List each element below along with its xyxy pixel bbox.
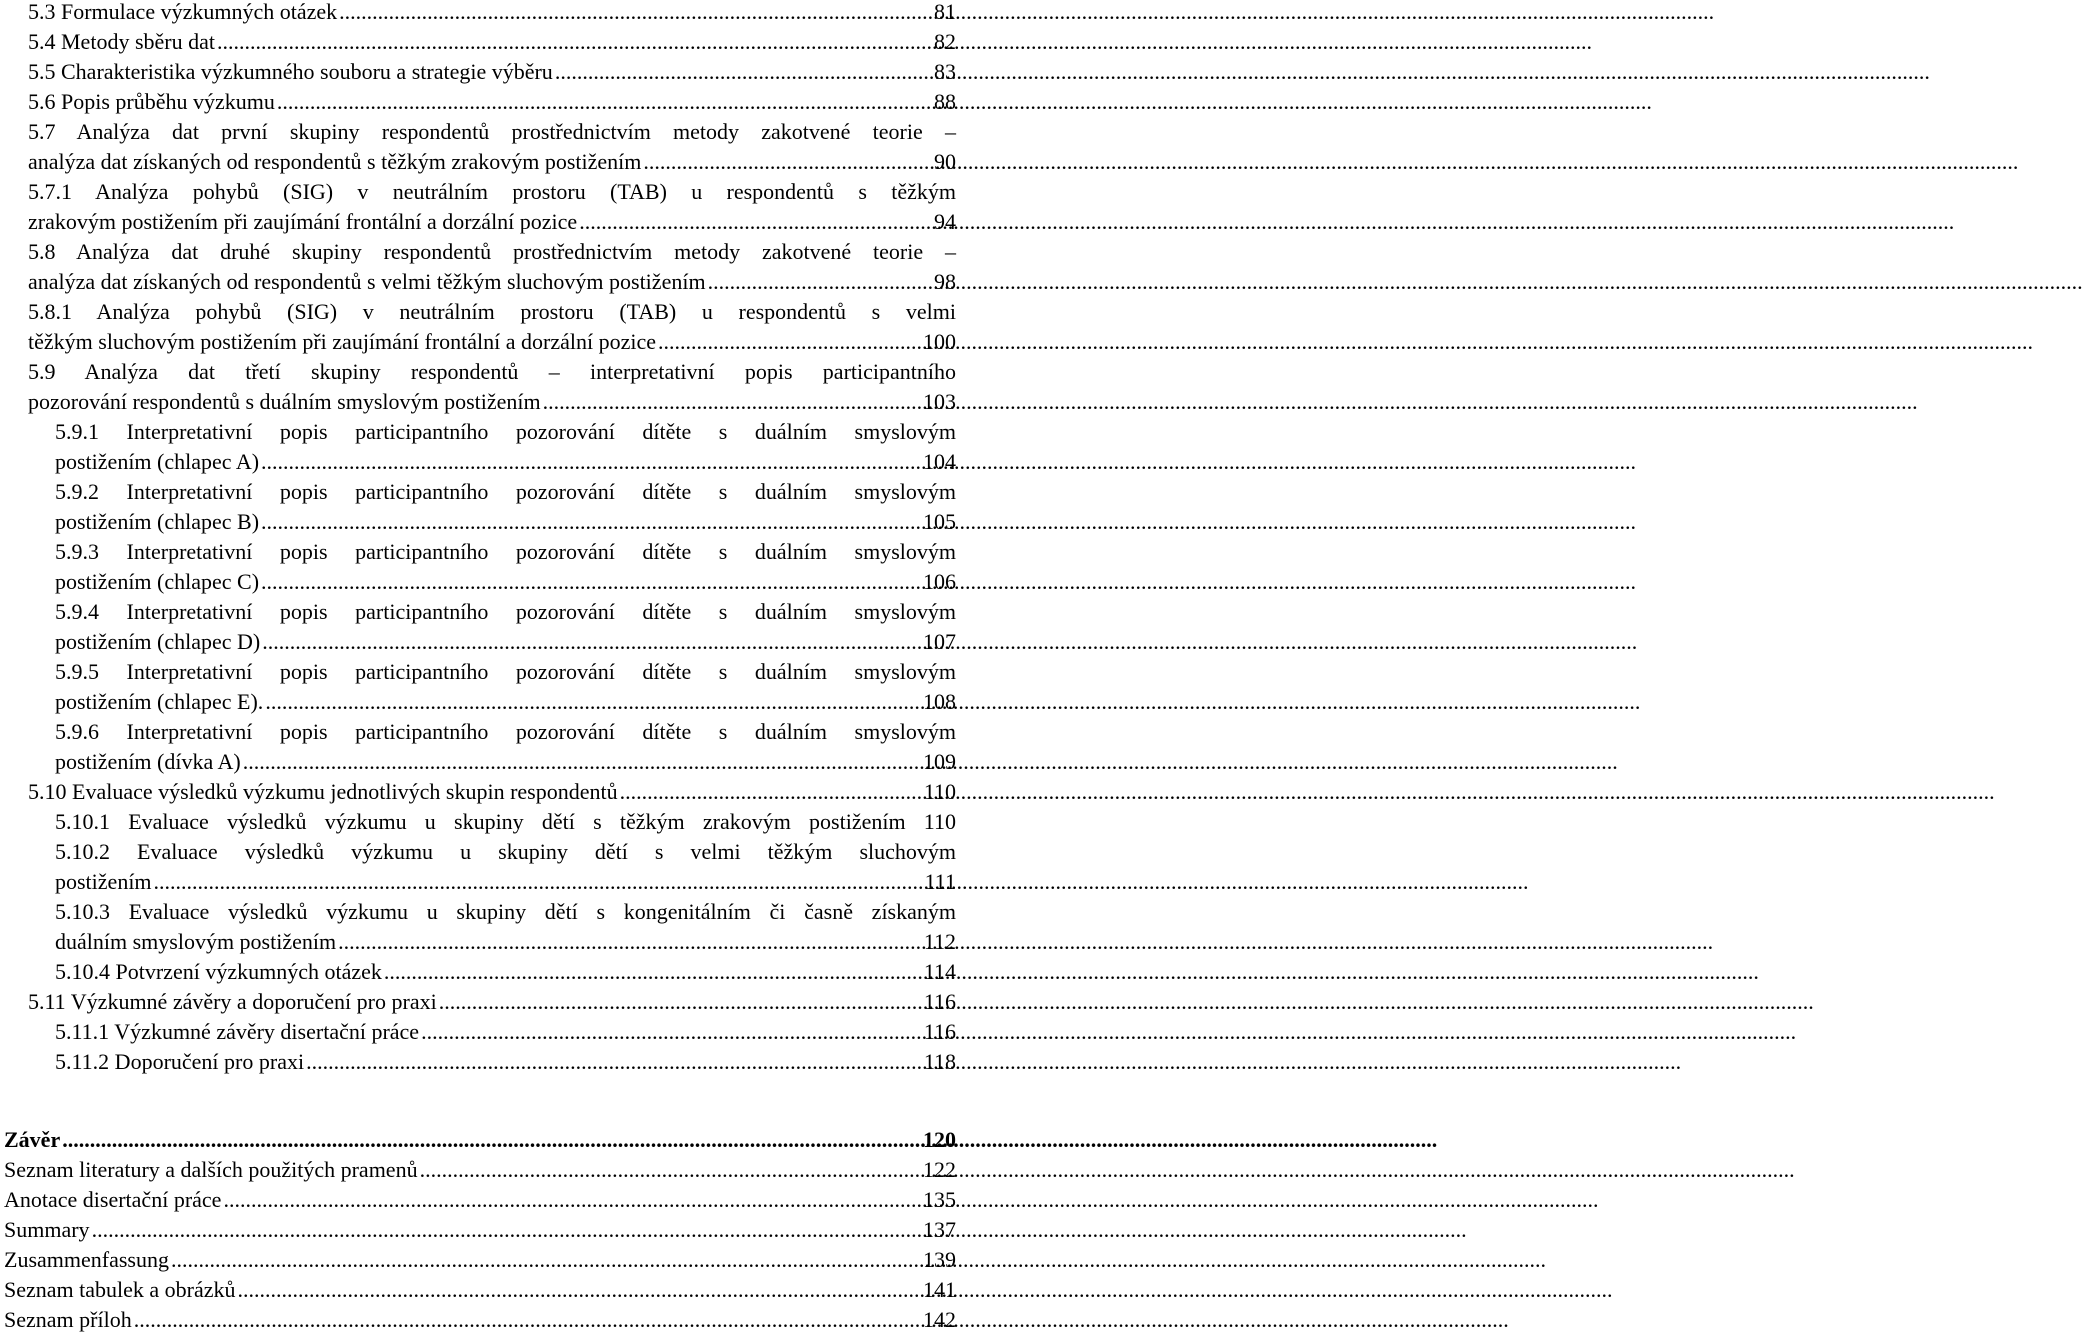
toc-page-number: 109 <box>923 749 956 774</box>
toc-entry-text: 5.11.1 Výzkumné závěry disertační práce <box>55 1019 420 1044</box>
toc-page-number: 98 <box>934 269 956 294</box>
toc-entry-text: duálním smyslovým postižením <box>55 929 337 954</box>
toc-entry-text: 5.9.2 Interpretativní popis participantního pozorování dítěte s duálním smyslovým <box>55 479 956 504</box>
toc-entry-text: 5.10.4 Potvrzení výzkumných otázek <box>55 959 382 984</box>
toc-page-number: 81 <box>934 0 956 24</box>
dot-leader <box>262 627 921 657</box>
toc-page-number: 137 <box>923 1217 956 1242</box>
toc-entry-text: postižením (chlapec C) <box>55 569 260 594</box>
toc-page-number: 82 <box>934 29 956 54</box>
dot-leader <box>171 1245 921 1275</box>
toc-entry-text: 5.6 Popis průběhu výzkumu <box>28 89 275 114</box>
dot-leader <box>243 747 921 777</box>
dot-leader <box>238 1275 921 1305</box>
dot-leader <box>620 777 922 807</box>
dot-leader <box>421 1017 922 1047</box>
toc-page-number: 103 <box>923 389 956 414</box>
dot-leader <box>338 927 922 957</box>
toc-entry-text: postižením <box>55 869 152 894</box>
toc-entry-text: Seznam tabulek a obrázků <box>4 1277 236 1302</box>
dot-leader <box>579 207 932 237</box>
toc-entry-text: Summary <box>4 1217 90 1242</box>
toc-entry-text: Zusammenfassung <box>4 1247 169 1272</box>
toc-page-number: 106 <box>923 569 956 594</box>
toc-entry-text: zrakovým postižením při zaujímání frontální a dorzální pozice <box>28 209 578 234</box>
toc-page-number: 141 <box>923 1277 956 1302</box>
toc-page-number: 110 <box>923 779 956 804</box>
toc-entry-text: 5.9.4 Interpretativní popis participantního pozorování dítěte s duálním smyslovým <box>55 599 956 624</box>
dot-leader <box>261 447 921 477</box>
toc-page-number: 118 <box>923 1049 956 1074</box>
toc-entry-text: postižením (chlapec D) <box>55 629 261 654</box>
dot-leader <box>265 687 921 717</box>
toc-entry-text: 5.11.2 Doporučení pro praxi <box>55 1049 305 1074</box>
toc-entry-text: postižením (chlapec E). <box>55 689 264 714</box>
toc-entry-text: 5.4 Metody sběru dat <box>28 29 215 54</box>
dot-leader <box>658 327 921 357</box>
toc-entry-text: analýza dat získaných od respondentů s těžkým zrakovým postižením <box>28 149 642 174</box>
dot-leader <box>439 987 922 1017</box>
dot-leader <box>154 867 923 897</box>
toc-entry-text: 5.9.1 Interpretativní popis participantního pozorování dítěte s duálním smyslovým <box>55 419 956 444</box>
toc-entry-text: 5.9.6 Interpretativní popis participantního pozorování dítěte s duálním smyslovým <box>55 719 956 744</box>
toc-page-number: 107 <box>923 629 956 654</box>
dot-leader <box>306 1047 922 1077</box>
toc-entry-text: 5.10.2 Evaluace výsledků výzkumu u skupiny dětí s velmi těžkým sluchovým <box>55 839 956 864</box>
toc-entry-text: 5.8.1 Analýza pohybů (SIG) v neutrálním prostoru (TAB) u respondentů s velmi <box>28 299 956 324</box>
dot-leader <box>384 957 922 987</box>
toc-page-number: 122 <box>923 1157 956 1182</box>
toc-page-number: 88 <box>934 89 956 114</box>
toc-page-number: 116 <box>923 1019 956 1044</box>
dot-leader <box>261 507 921 537</box>
dot-leader <box>92 1215 921 1245</box>
toc-page-number: 142 <box>923 1307 956 1332</box>
dot-leader <box>223 1185 921 1215</box>
toc-entry-text: 5.9.5 Interpretativní popis participantního pozorování dítěte s duálním smyslovým <box>55 659 956 684</box>
toc-entry-text: postižením (chlapec B) <box>55 509 260 534</box>
toc-entry-text: Závěr <box>4 1127 61 1152</box>
toc-entry-text: 5.10.3 Evaluace výsledků výzkumu u skupiny dětí s kongenitálním či časně získaným <box>55 899 956 924</box>
toc-entry-text: 5.7 Analýza dat první skupiny respondentů prostřednictvím metody zakotvené teorie – <box>28 119 956 144</box>
toc-page-number: 94 <box>934 209 956 234</box>
toc-entry-text: 5.9 Analýza dat třetí skupiny respondentů – interpretativní popis participantního <box>28 359 956 384</box>
toc-entry-text: těžkým sluchovým postižením při zaujímání frontální a dorzální pozice <box>28 329 657 354</box>
toc-entry-text: 5.5 Charakteristika výzkumného souboru a strategie výběru <box>28 59 553 84</box>
toc-entry-text: 5.7.1 Analýza pohybů (SIG) v neutrálním prostoru (TAB) u respondentů s těžkým <box>28 179 956 204</box>
toc-page-number: 116 <box>923 989 956 1014</box>
toc-entry-text: 5.10.1 Evaluace výsledků výzkumu u skupiny dětí s těžkým zrakovým postižením 110 <box>55 809 956 834</box>
dot-leader <box>217 27 932 57</box>
toc-entry-text: 5.8 Analýza dat druhé skupiny respondentů prostřednictvím metody zakotvené teorie – <box>28 239 956 264</box>
dot-leader <box>543 387 921 417</box>
dot-leader <box>420 1155 921 1185</box>
dot-leader <box>708 267 932 297</box>
dot-leader <box>339 0 932 27</box>
toc-entry-text: postižením (dívka A) <box>55 749 241 774</box>
toc-entry-text: Anotace disertační práce <box>4 1187 222 1212</box>
toc-page-number: 120 <box>923 1127 956 1152</box>
toc-page-number: 111 <box>924 869 956 894</box>
toc-entry-text: 5.9.3 Interpretativní popis participantního pozorování dítěte s duálním smyslovým <box>55 539 956 564</box>
toc-entry-text: postižením (chlapec A) <box>55 449 260 474</box>
toc-page-number: 105 <box>923 509 956 534</box>
toc-page-number: 100 <box>923 329 956 354</box>
toc-entry-text: Seznam příloh <box>4 1307 132 1332</box>
toc-page-number: 135 <box>923 1187 956 1212</box>
dot-leader <box>277 87 932 117</box>
toc-entry-text: analýza dat získaných od respondentů s velmi těžkým sluchovým postižením <box>28 269 706 294</box>
toc-entry-text: 5.11 Výzkumné závěry a doporučení pro praxi <box>28 989 437 1014</box>
dot-leader <box>555 57 932 87</box>
toc-entry-text: Seznam literatury a dalších použitých pramenů <box>4 1157 418 1182</box>
toc-entry-text: 5.3 Formulace výzkumných otázek <box>28 0 338 24</box>
toc-page-number: 112 <box>923 929 956 954</box>
dot-leader <box>62 1125 921 1155</box>
toc-page-number: 83 <box>934 59 956 84</box>
toc-page-number: 104 <box>923 449 956 474</box>
toc-entry-text: pozorování respondentů s duálním smyslovým postižením <box>28 389 541 414</box>
toc-page-number: 90 <box>934 149 956 174</box>
toc-page-number: 108 <box>923 689 956 714</box>
toc-page-number: 139 <box>923 1247 956 1272</box>
dot-leader <box>134 1305 921 1335</box>
toc-page-number: 114 <box>923 959 956 984</box>
dot-leader <box>261 567 921 597</box>
dot-leader <box>643 147 932 177</box>
toc-entry-text: 5.10 Evaluace výsledků výzkumu jednotlivých skupin respondentů <box>28 779 618 804</box>
